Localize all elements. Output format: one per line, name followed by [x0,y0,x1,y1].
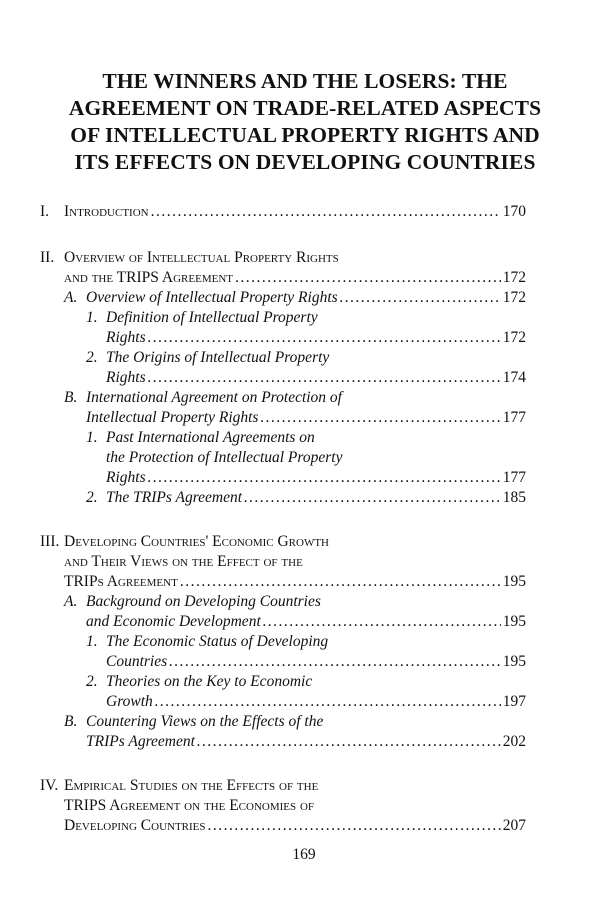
toc-entry-text: Intellectual Property Rights [86,409,259,426]
toc-page-number: 185 [502,489,526,506]
toc-entry-ii-b-1-cont2 [106,468,526,488]
toc-entry-text: Developing Countries [64,817,206,834]
toc-entry-text: Introduction [64,203,149,220]
toc-entry-developing-countries-cont2 [64,572,526,592]
toc-page-number: 172 [502,289,526,306]
toc-entry-empirical-studies-cont2 [64,816,526,836]
toc-entry-introduction: I. Introduction ..... 170 [40,202,526,222]
toc-entry-text: Overview of Intellectual Property Rights [64,249,339,266]
leader-dots [169,652,501,672]
toc-page-number: 174 [502,369,526,386]
toc-entry-text: Developing Countries' Economic Growth [64,533,329,550]
toc-entry-text: Growth [106,693,153,710]
toc-entry-text: the Protection of Intellectual Property [106,449,343,466]
toc-entry-iii-a: A. Background on Developing Countries [64,593,321,610]
toc-entry-ii-b-2: 2. The TRIPs Agreement ..... 185 [86,488,526,508]
toc-page-number: 177 [502,469,526,486]
toc-entry-text: TRIPS Agreement on the Economies of [64,797,315,814]
toc-entry-ii-b-1-cont [106,448,526,468]
toc-entry-text: Countering Views on the Effects of the [86,713,324,730]
toc-entry-empirical-studies: IV. Empirical Studies on the Effects of the [40,777,319,794]
toc-entry-iii-a-1-cont [106,652,526,672]
toc-entry-ii-b: B. International Agreement on Protection of [64,389,342,406]
article-title [40,68,570,176]
toc-entry-ii-b-cont [86,408,526,428]
leader-dots [151,202,501,222]
leader-dots [148,328,501,348]
leader-dots [148,468,501,488]
toc-entry-iii-a-2-cont [106,692,526,712]
toc-entry-text: The Origins of Intellectual Property [106,349,330,366]
toc-entry-text: Definition of Intellectual Property [106,309,318,326]
toc-entry-text: and Economic Development [86,613,261,630]
toc-page-number: 195 [502,573,526,590]
toc-page-number: 170 [502,203,526,220]
title-line-1: THE WINNERS AND THE LOSERS: THE [102,69,508,93]
toc-entry-text: International Agreement on Protection of [86,389,342,406]
toc-entry-text: Empirical Studies on the Effects of the [64,777,319,794]
toc-page-number: 177 [502,409,526,426]
toc-entry-text: Past International Agreements on [106,429,315,446]
toc-entry-text: The TRIPs Agreement [106,489,243,506]
leader-dots [148,368,501,388]
toc-entry-text: Theories on the Key to Economic [106,673,313,690]
toc-entry-text: Rights [106,369,146,386]
toc-entry-ii-b-1: 1. Past International Agreements on [86,429,315,446]
leader-dots [180,572,501,592]
toc-page-number: 197 [502,693,526,710]
toc-page-number: 172 [502,329,526,346]
toc-entry-text: TRIPs Agreement [86,733,195,750]
toc-page-number: 207 [502,817,526,834]
toc-entry-developing-countries-cont [64,552,526,572]
toc-entry-overview-cont [64,268,526,288]
title-line-2: AGREEMENT ON TRADE-RELATED ASPECTS [68,96,542,120]
toc-entry-text: and the TRIPS Agreement [64,269,233,286]
leader-dots [340,288,501,308]
toc-entry-ii-a-2-cont [106,368,526,388]
toc-entry-ii-a: A. Overview of Intellectual Property Rights ..... 172 [64,288,526,308]
toc-entry-text: and Their Views on the Effect of the [64,553,303,570]
toc-entry-iii-a-2: 2. Theories on the Key to Economic [86,673,313,690]
leader-dots [208,816,501,836]
toc-entry-empirical-studies-cont [64,796,526,816]
toc-entry-ii-a-1: 1. Definition of Intellectual Property [86,309,318,326]
toc-page-number: 195 [502,653,526,670]
toc-entry-iii-b-cont [86,732,526,752]
toc-entry-ii-a-2: 2. The Origins of Intellectual Property [86,349,330,366]
toc-page-number: 195 [502,613,526,630]
toc-page-number: 202 [502,733,526,750]
toc-entry-text: Rights [106,469,146,486]
leader-dots [244,488,501,508]
toc-entry-text: The Economic Status of Developing [106,633,329,650]
toc-entry-text: Countries [106,653,168,670]
title-line-4: ITS EFFECTS ON DEVELOPING COUNTRIES [74,150,536,174]
toc-entry-iii-a-cont [86,612,526,632]
leader-dots [235,268,501,288]
toc-entry-developing-countries: III. Developing Countries' Economic Growth [40,533,329,550]
page-number: 169 [292,846,316,863]
toc-page-number: 172 [502,269,526,286]
leader-dots [155,692,501,712]
title-line-3: OF INTELLECTUAL PROPERTY RIGHTS AND [70,123,540,147]
toc-entry-overview: II. Overview of Intellectual Property Rights [40,249,339,266]
toc-entry-text: TRIPs Agreement [64,573,178,590]
toc-entry-ii-a-1-cont [106,328,526,348]
toc-entry-text: Background on Developing Countries [86,593,321,610]
toc-entry-iii-b: B. Countering Views on the Effects of the [64,713,324,730]
toc-entry-text: Rights [106,329,146,346]
toc-entry-iii-a-1: 1. The Economic Status of Developing [86,633,329,650]
toc-entry-text: Overview of Intellectual Property Rights [86,289,338,306]
leader-dots [197,732,501,752]
leader-dots [260,408,500,428]
leader-dots [263,612,501,632]
